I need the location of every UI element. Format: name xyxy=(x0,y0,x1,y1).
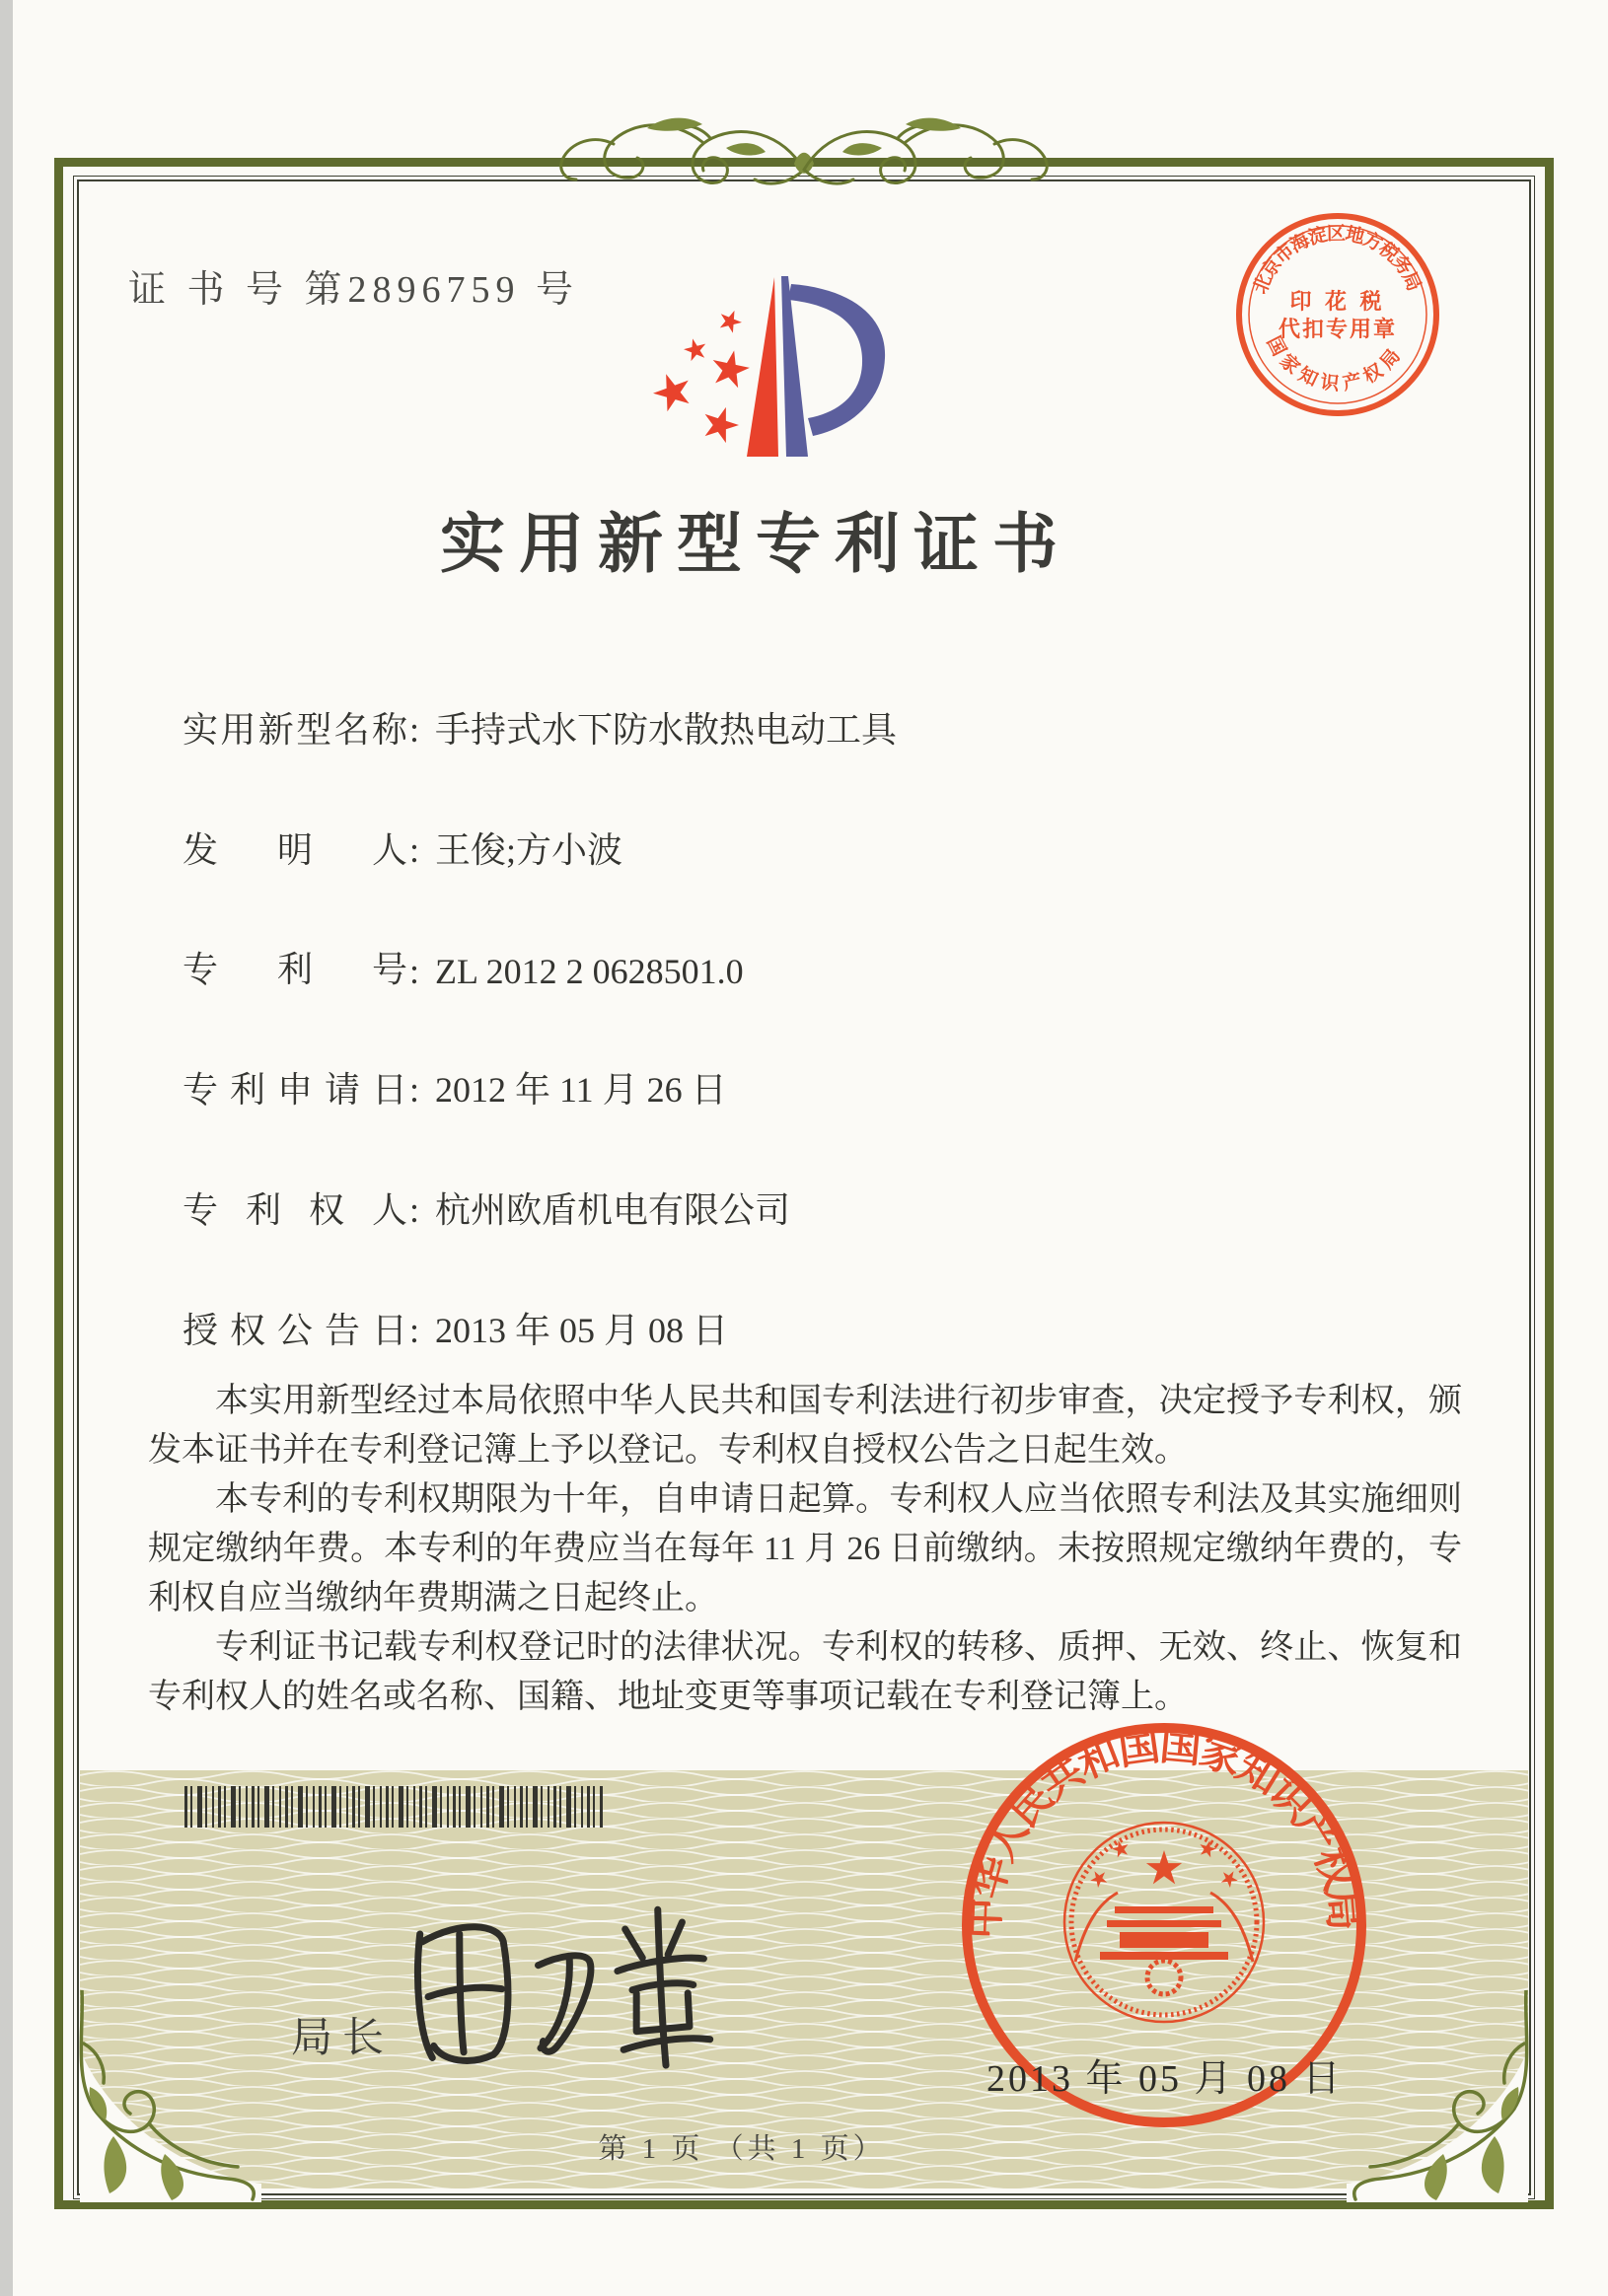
logo-red-wedge xyxy=(747,277,778,457)
field-row-filing-date xyxy=(183,1062,727,1112)
field-row-inventor xyxy=(183,823,622,872)
barcode xyxy=(184,1786,603,1828)
field-colon: : xyxy=(409,952,420,991)
corner-flourish-left xyxy=(54,1990,261,2202)
corner-flourish-right xyxy=(1347,1990,1554,2202)
paragraph-grant: 本实用新型经过本局依照中华人民共和国专利法进行初步审查，决定授予专利权，颁发本证书并在专利登记簿上予以登记。专利权自授权公告之日起生效。 xyxy=(148,1383,1462,1469)
tax-stamp-center-line1: 印 花 税 xyxy=(1289,289,1386,314)
paragraph-term: 本专利的专利权期限为十年，自申请日起算。专利权人应当依照专利法及其实施细则规定缴纳年费。本专利的年费应当在每年 11 月 26 日前缴纳。未按照规定缴纳年费的，专利权自应当缴纳年费期满之日起终止。 xyxy=(148,1481,1462,1616)
svg-text:北京市海淀区地方税务局 xyxy=(1249,222,1425,297)
field-colon: : xyxy=(409,830,420,870)
logo-blue-bar xyxy=(781,276,808,457)
field-label: 实用新型名称 xyxy=(183,710,407,750)
director-signature xyxy=(394,1897,749,2089)
seal-date: 2013 年 05 月 08 日 xyxy=(987,2058,1344,2100)
field-colon: : xyxy=(409,1190,420,1230)
field-label: 专利权人 xyxy=(183,1190,407,1230)
certificate-number: 证 书 号 第2896759 号 xyxy=(128,269,580,311)
legal-text xyxy=(148,1377,1462,1722)
certificate-title: 实用新型专利证书 xyxy=(440,509,1071,581)
tax-stamp xyxy=(1229,206,1446,423)
field-label: 专利号 xyxy=(183,950,407,989)
field-value: ZL 2012 2 0628501.0 xyxy=(435,952,744,991)
field-row-patent-number xyxy=(183,942,744,991)
tax-stamp-arc-bottom: 国家知识产权局 xyxy=(1262,332,1405,395)
director-label: 局长 xyxy=(291,2016,395,2061)
field-value: 2013 年 05 月 08 日 xyxy=(435,1311,729,1350)
field-value: 手持式水下防水散热电动工具 xyxy=(435,710,898,750)
paragraph-register: 专利证书记载专利权登记时的法律状况。专利权的转移、质押、无效、终止、恢复和专利权人的姓名或名称、国籍、地址变更等事项记载在专利登记簿上。 xyxy=(148,1629,1462,1715)
field-value: 杭州欧盾机电有限公司 xyxy=(435,1190,791,1230)
dragon-ornament xyxy=(552,108,1056,199)
field-label: 发明人 xyxy=(183,830,407,870)
page-number: 第 1 页 （共 1 页） xyxy=(598,2133,886,2165)
scan-edge-artifact xyxy=(0,0,13,2296)
tax-stamp-arc-top: 北京市海淀区地方税务局 xyxy=(1250,223,1425,298)
field-colon: : xyxy=(409,1070,420,1110)
field-colon: : xyxy=(409,710,420,750)
seal-ring-text: 中华人民共和国国家知识产权局 xyxy=(962,1723,1367,1941)
national-emblem xyxy=(1064,1823,1264,2022)
field-colon: : xyxy=(409,1311,420,1350)
field-label: 专利申请日 xyxy=(183,1070,407,1110)
field-value: 2012 年 11 月 26 日 xyxy=(435,1070,727,1110)
field-row-patentee xyxy=(183,1183,790,1232)
field-row-grant-date xyxy=(183,1303,728,1352)
field-label: 授权公告日 xyxy=(183,1311,407,1350)
sipo-logo xyxy=(643,235,902,473)
field-row-name xyxy=(183,702,897,752)
tax-stamp-center-line2: 代扣专用章 xyxy=(1278,317,1398,341)
field-value: 王俊;方小波 xyxy=(435,830,623,870)
